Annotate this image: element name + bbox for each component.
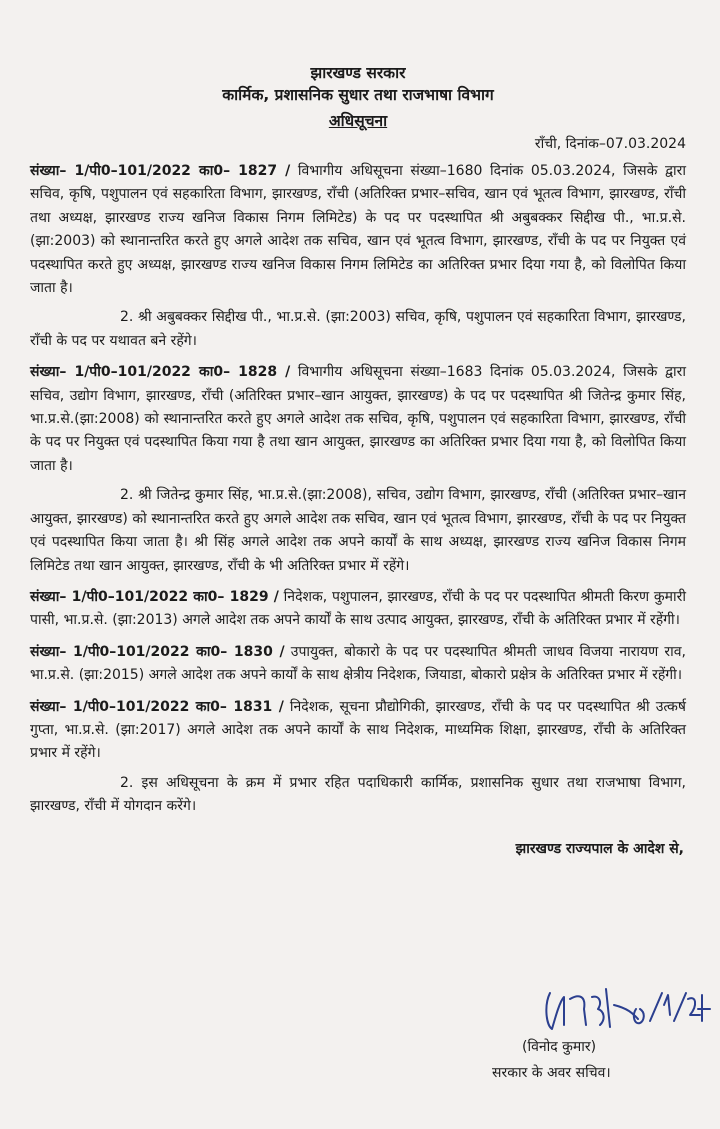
order-1829 [30, 586, 686, 633]
order-ref: संख्या– 1/पी0–101/2022 का0– 1830 / [30, 643, 285, 660]
order-text: विभागीय अधिसूचना संख्या–1680 दिनांक 05.03.2024, जिसके द्वारा सचिव, कृषि, पशुपालन एवं सहकारिता विभाग, झारखण्ड, राँची (अतिरिक्त प्रभार–सचिव, खान एवं भूतत्व विभाग, झारखण्ड, राँची तथा अध्यक्ष, झारखण्ड राज्य खनिज विकास निगम लिमिटेड) के पद पर पदस्थापित श्री अबुबक्कर सिद्दीख पी., भा.प्र.से. (झा:2003) को स्थानान्तरित करते हुए अगले आदेश तक सचिव, खान एवं भूतत्व विभाग, झारखण्ड, राँची के पद पर नियुक्त एवं पदस्थापित करते हुए अध्यक्ष, झारखण्ड राज्य खनिज विकास निगम लिमिटेड का अतिरिक्त प्रभार दिया गया है, को विलोपित किया जाता है। [30, 163, 686, 297]
order-ref: संख्या– 1/पी0–101/2022 का0– 1831 / [30, 698, 284, 715]
handwritten-signature [540, 975, 715, 1035]
order-text: निदेशक, सूचना प्रौद्योगिकी, झारखण्ड, राँची के पद पर पदस्थापित श्री उत्कर्ष गुप्ता, भा.प्र.से. (झा:2017) अगले आदेश तक अपने कार्यों के साथ निदेशक, माध्यमिक शिक्षा, झारखण्ड, राँची के अतिरिक्त प्रभार में रहेंगे। [30, 698, 686, 762]
governor-order-line: झारखण्ड राज्यपाल के आदेश से, [515, 840, 684, 857]
order-1831-clause-2: 2. इस अधिसूचना के क्रम में प्रभार रहित पदाधिकारी कार्मिक, प्रशासनिक सुधार तथा राजभाषा विभाग, झारखण्ड, राँची में योगदान करेंगे। [30, 774, 686, 815]
signatory-designation: सरकार के अवर सचिव। [492, 1065, 611, 1081]
order-1830 [30, 641, 686, 688]
order-text: विभागीय अधिसूचना संख्या–1683 दिनांक 05.03.2024, जिसके द्वारा सचिव, उद्योग विभाग, झारखण्ड, राँची (अतिरिक्त प्रभार–खान आयुक्त, झारखण्ड) के पद पर पदस्थापित श्री जितेन्द्र कुमार सिंह, भा.प्र.से.(झा:2008) को स्थानान्तरित करते हुए अगले आदेश तक सचिव, कृषि, पशुपालन एवं सहकारिता विभाग, झारखण्ड, राँची के पद पर नियुक्त एवं पदस्थापित किया गया है तथा खान आयुक्त, झारखण्ड का अतिरिक्त प्रभार दिया गया है, को विलोपित किया जाता है। [30, 364, 686, 474]
place-date: राँची, दिनांक–07.03.2024 [534, 136, 686, 152]
order-text: निदेशक, पशुपालन, झारखण्ड, राँची के पद पर पदस्थापित श्रीमती किरण कुमारी पासी, भा.प्र.से. (झा:2013) अगले आदेश तक अपने कार्यों के साथ उत्पाद आयुक्त, झारखण्ड, राँची के अतिरिक्त प्रभार में रहेंगी। [30, 588, 686, 629]
document-type: अधिसूचना [328, 112, 388, 130]
department-name: कार्मिक, प्रशासनिक सुधार तथा राजभाषा विभाग [222, 86, 494, 104]
government-name: झारखण्ड सरकार [310, 64, 406, 82]
order-1827 [30, 160, 686, 300]
order-1828-clause-2: 2. श्री जितेन्द्र कुमार सिंह, भा.प्र.से.(झा:2008), सचिव, उद्योग विभाग, झारखण्ड, राँची (अतिरिक्त प्रभार–खान आयुक्त, झारखण्ड) को स्थानान्तरित करते हुए अगले आदेश तक सचिव, खान एवं भूतत्व विभाग, झारखण्ड, राँची के पद पर नियुक्त एवं पदस्थापित किया जाता है। श्री सिंह अगले आदेश तक अपने कार्यों के साथ अध्यक्ष, झारखण्ड राज्य खनिज विकास निगम लिमिटेड तथा खान आयुक्त, झारखण्ड, राँची के भी अतिरिक्त प्रभार में रहेंगे। [30, 487, 686, 574]
order-ref: संख्या– 1/पी0–101/2022 का0– 1827 / [30, 163, 291, 179]
document-header [30, 62, 686, 132]
order-1827-clause-2: 2. श्री अबुबक्कर सिद्दीख पी., भा.प्र.से. (झा:2003) सचिव, कृषि, पशुपालन एवं सहकारिता विभाग, झारखण्ड, राँची के पद पर यथावत बने रहेंगे। [30, 309, 686, 349]
order-1831 [30, 696, 686, 766]
signatory-name: (विनोद कुमार) [522, 1039, 597, 1055]
order-ref: संख्या– 1/पी0–101/2022 का0– 1828 / [30, 364, 291, 381]
order-text: उपायुक्त, बोकारो के पद पर पदस्थापित श्रीमती जाधव विजया नारायण राव, भा.प्र.से. (झा:2015) अगले आदेश तक अपने कार्यों के साथ क्षेत्रीय निदेशक, जियाडा, बोकारो प्रक्षेत्र के अतिरिक्त प्रभार में रहेंगी। [30, 643, 686, 684]
order-1828 [30, 361, 686, 478]
order-ref: संख्या– 1/पी0–101/2022 का0– 1829 / [30, 588, 279, 605]
